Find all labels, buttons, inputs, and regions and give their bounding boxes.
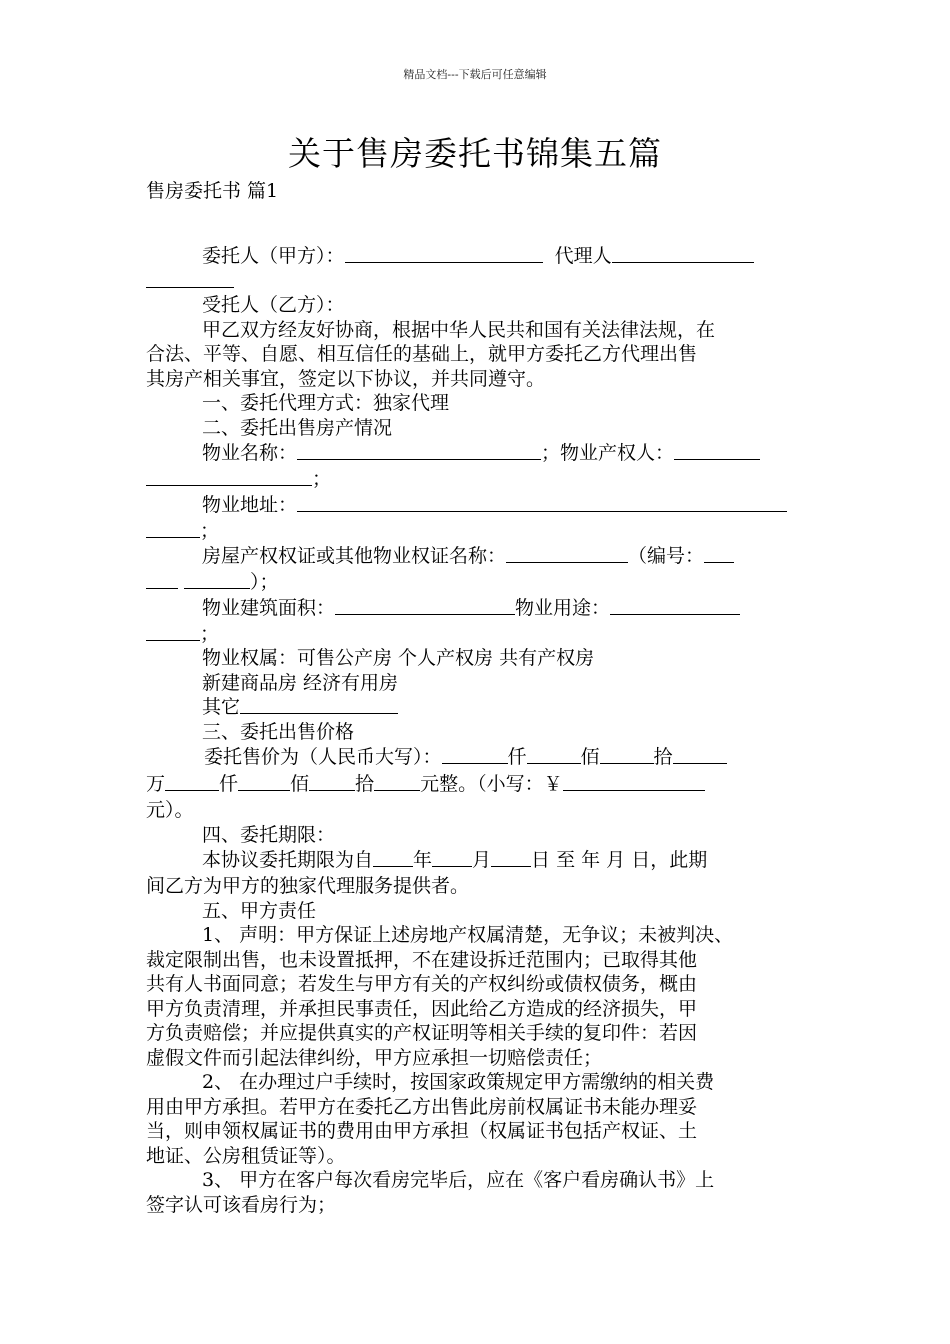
section-2-heading: 二、委托出售房产情况 [202,416,393,439]
price-blank-qian [442,745,508,764]
semicolon: ； [312,468,332,490]
section-subtitle: 售房委托书 篇1 [146,180,279,202]
property-area-label: 物业建筑面积： [202,596,336,619]
clause-1-line-2: 裁定限制出售，也未设置抵押，不在建设拆迁范围内；已取得其他 [146,948,698,971]
cert-no-blank [704,544,734,563]
section-1-heading: 一、委托代理方式：独家代理 [202,392,450,414]
term-line-1 [146,847,810,874]
property-address-blank-2 [146,519,200,538]
property-cert-label: 房屋产权权证或其他物业权证名称： [202,545,507,567]
cert-no-end: ）； [250,571,279,593]
unit-month: 月 [472,849,492,871]
property-cert-line [146,543,810,570]
term-year-blank [373,848,413,867]
principal-blank [345,244,543,263]
cert-no-label: （编号： [628,545,705,567]
price-blank-small [563,772,705,791]
unit-wan: 万 [146,773,166,795]
price-blank-shi [600,745,654,764]
price-blank-bai-2 [309,772,355,791]
intro-line-3: 其房产相关事宜，签定以下协议，并共同遵守。 [146,367,546,390]
property-address-label: 物业地址： [202,493,298,516]
ownership-line-1: 物业权属：可售公产房 个人产权房 共有产权房 [202,647,595,669]
term-month-blank [432,848,472,867]
property-use-label: 物业用途： [515,596,611,619]
unit-bai: 佰 [580,746,600,768]
clause-2-line-1: 2、 在办理过户手续时，按国家政策规定甲方需缴纳的相关费 [202,1071,715,1093]
term-start-label: 本协议委托期限为自 [202,849,374,871]
section-4-heading: 四、委托期限： [202,823,336,846]
agent-line: 受托人（乙方）： [202,294,345,316]
property-owner-label: ；物业产权人： [541,442,675,464]
clause-2-line-3: 当，则申领权属证书的费用由甲方承担（权属证书包括产权证、土 [146,1120,698,1142]
property-owner-blank [674,441,760,460]
unit-shi: 拾 [653,746,673,768]
property-name-label: 物业名称： [202,442,298,464]
unit-qian-2: 仟 [219,773,239,795]
property-owner-blank-2 [146,467,312,486]
clause-3-line-1: 3、 甲方在客户每次看房完毕后，应在《客户看房确认书》上 [202,1169,715,1191]
unit-qian: 仟 [507,746,527,768]
semicolon: ； [200,519,220,542]
price-yuan-zheng: 元整。（小写：￥ [420,773,563,795]
clause-1-line-6: 虚假文件而引起法律纠纷，甲方应承担一切赔偿责任； [146,1046,603,1069]
other-blank [240,695,398,714]
property-address-line [146,492,810,519]
clause-1-line-4: 甲方负责清理，并承担民事责任，因此给乙方造成的经济损失，甲 [146,997,698,1020]
property-cert-cont [146,570,810,595]
property-name-blank [297,441,541,460]
clause-3-line-2: 签字认可该看房行为； [146,1193,337,1216]
property-area-blank [335,596,515,615]
semicolon: ； [200,622,220,645]
document-body [146,244,810,1217]
unit-shi-2: 拾 [355,773,375,795]
property-area-line [146,595,810,622]
property-address-blank [297,493,787,512]
cert-no-blank-3 [184,570,250,589]
agent-rep-blank [612,244,754,263]
property-use-cont [146,622,810,647]
other-line [146,695,810,720]
other-label: 其它 [202,696,241,718]
property-address-cont [146,519,810,544]
price-blank-wan [165,772,219,791]
document-title: 关于售房委托书锦集五篇 [288,134,662,173]
unit-year: 年 [413,849,433,871]
price-line-2 [146,771,810,798]
header-note: 精品文档---下载后可任意编辑 [403,68,547,81]
clause-1-line-5: 方负责赔偿；并应提供真实的产权证明等相关手续的复印件：若因 [146,1022,698,1044]
clause-2-line-4: 地证、公房租赁证等）。 [146,1144,346,1167]
price-label: 委托售价为（人民币大写）： [204,746,442,768]
property-use-blank [610,596,740,615]
agent-rep-label: 代理人 [554,245,612,267]
principal-label: 委托人（甲方）： [202,245,345,267]
section-3-heading: 三、委托出售价格 [202,720,355,743]
term-day-blank [491,848,531,867]
price-blank-shi-3 [374,772,420,791]
ownership-line-2: 新建商品房 经济有用房 [202,671,399,694]
clause-2-line-2: 用由甲方承担。若甲方在委托乙方出售此房前权属证书未能办理妥 [146,1095,698,1118]
agent-rep-blank-2 [146,269,234,288]
price-blank-qian-2 [238,772,290,791]
property-use-blank-2 [146,622,200,641]
unit-bai-2: 佰 [290,773,310,795]
property-name-line [146,440,810,467]
property-owner-cont [146,467,810,492]
clause-1-line-3: 共有人书面同意；若发生与甲方有关的产权纠纷或债权债务，概由 [146,973,698,995]
principal-line [146,244,810,269]
section-5-heading: 五、甲方责任 [202,899,317,922]
intro-line-1: 甲乙双方经友好协商，根据中华人民共和国有关法律法规，在 [202,318,716,341]
price-blank-shi-2 [673,745,727,764]
agent-rep-blank-cont [146,269,810,294]
price-line-3: 元）。 [146,799,194,821]
term-line-2: 间乙方为甲方的独家代理服务提供者。 [146,875,470,897]
property-cert-blank [506,544,628,563]
term-end-text: 日 至 年 月 日，此期 [531,849,708,871]
price-line-1 [146,744,810,771]
intro-line-2: 合法、平等、自愿、相互信任的基础上，就甲方委托乙方代理出售 [146,343,698,365]
price-blank-bai [527,745,581,764]
clause-1-line-1: 1、 声明：甲方保证上述房地产权属清楚，无争议；未被判决、 [202,924,734,946]
cert-no-blank-2 [146,570,178,589]
